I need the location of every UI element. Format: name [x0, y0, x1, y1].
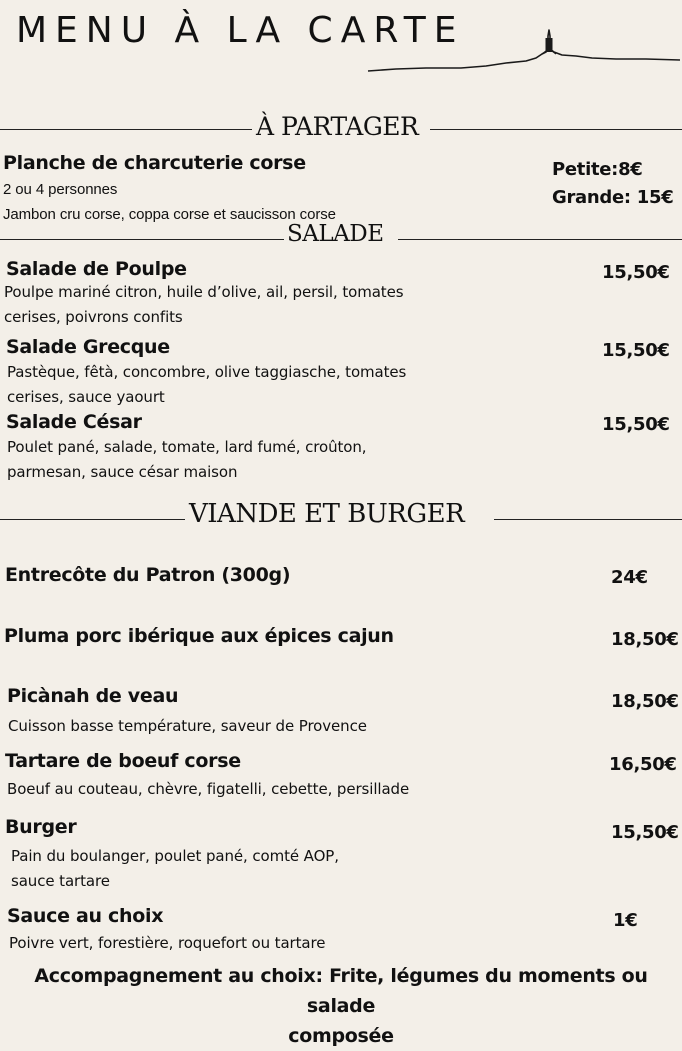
item-name: Salade de Poulpe — [6, 258, 187, 280]
item-description: sauce tartare — [11, 872, 110, 890]
section-header-viande — [0, 499, 682, 532]
item-description: Pastèque, fêtà, concombre, olive taggiasche, tomates — [7, 363, 407, 381]
item-description: cerises, sauce yaourt — [7, 388, 165, 406]
item-name: Planche de charcuterie corse — [3, 152, 306, 174]
item-description: Poulpe mariné citron, huile d’olive, ail, persil, tomates — [4, 283, 404, 301]
item-name: Salade César — [6, 411, 142, 433]
menu-title: MENU À LA CARTE — [16, 10, 465, 51]
item-name: Picànah de veau — [7, 685, 179, 707]
section-label: SALADE — [287, 221, 384, 247]
item-name: Tartare de boeuf corse — [5, 750, 241, 772]
item-price: 18,50€ — [611, 691, 679, 712]
sides-note-line: Accompagnement au choix: Frite, légumes du moments ou salade — [34, 965, 648, 1017]
item-name: Entrecôte du Patron (300g) — [5, 564, 291, 586]
item-description: Boeuf au couteau, chèvre, figatelli, cebette, persillade — [7, 780, 410, 798]
item-description: Poivre vert, forestière, roquefort ou tartare — [9, 934, 326, 952]
section-label: À PARTAGER — [256, 112, 419, 141]
section-header-partager — [0, 113, 682, 143]
item-name: Burger — [5, 816, 77, 838]
item-description: Jambon cru corse, coppa corse et saucisson corse — [3, 206, 336, 223]
item-price: 1€ — [613, 910, 638, 931]
item-description: Cuisson basse température, saveur de Provence — [8, 717, 367, 735]
item-price: 15,50€ — [602, 340, 670, 361]
item-description: cerises, poivrons confits — [4, 308, 183, 326]
item-price: 24€ — [611, 567, 648, 588]
item-description: parmesan, sauce césar maison — [7, 463, 238, 481]
item-price: 18,50€ — [611, 629, 679, 650]
item-name: Salade Grecque — [6, 336, 170, 358]
section-header-salade — [0, 221, 682, 254]
village-skyline-icon — [366, 24, 682, 74]
item-description: 2 ou 4 personnes — [3, 181, 118, 198]
price-large: Grande: 15€ — [552, 187, 674, 208]
item-name: Pluma porc ibérique aux épices cajun — [4, 625, 394, 647]
item-price: 15,50€ — [611, 822, 679, 843]
sides-note-line: composée — [288, 1025, 394, 1047]
item-description: Pain du boulanger, poulet pané, comté AOP, — [11, 847, 339, 865]
item-price: 15,50€ — [602, 262, 670, 283]
price-small: Petite:8€ — [552, 159, 643, 180]
item-name: Sauce au choix — [7, 905, 164, 927]
item-price: 16,50€ — [609, 754, 677, 775]
item-description: Poulet pané, salade, tomate, lard fumé, croûton, — [7, 438, 367, 456]
item-price: 15,50€ — [602, 414, 670, 435]
section-label: VIANDE ET BURGER — [189, 499, 465, 529]
sides-note — [0, 961, 682, 1051]
